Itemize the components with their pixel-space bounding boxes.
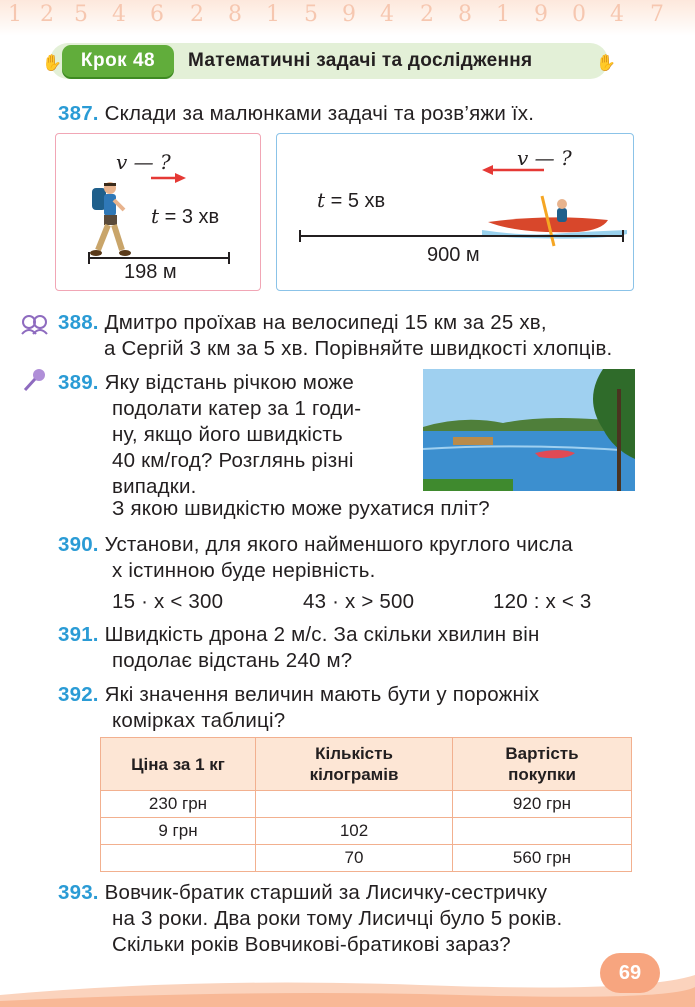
task-number: 388.: [58, 311, 99, 334]
task-number: 389.: [58, 371, 99, 394]
table-cell: [453, 818, 632, 845]
table-cell: 560 грн: [453, 845, 632, 872]
task-line: Дмитро проїхав на велосипеді 15 км за 25 хв,: [104, 311, 547, 334]
inequality-2: 43 · x > 500: [303, 590, 415, 613]
task-393: [58, 880, 633, 958]
task-number: 387.: [58, 102, 99, 125]
task-line: Які значення величин мають бути у порожніх: [104, 683, 540, 706]
table-header-row: [101, 738, 632, 791]
task-line: Швидкість дрона 2 м/с. За скільки хвилин він: [104, 623, 540, 646]
column-header: Кількість кілограмів: [256, 738, 453, 791]
table-cell: [101, 845, 256, 872]
task-390: [58, 532, 633, 584]
top-decorative-band: 1 2 5 4 6 2 8 1 5 9 4 2 8 1 9 0 4 7: [0, 0, 695, 36]
task-line: а Сергій 3 км за 5 хв. Порівняйте швидкості хлопців.: [104, 337, 613, 360]
river-photo: [423, 369, 635, 491]
table-cell: 102: [256, 818, 453, 845]
inequality-3: 120 : x < 3: [493, 590, 592, 613]
task-line: Яку відстань річкою може: [104, 371, 354, 394]
task-number: 390.: [58, 533, 99, 556]
table-row: [101, 818, 632, 845]
task-line: ну, якщо його швидкість: [112, 423, 343, 446]
task-line: 40 км/год? Розглянь різні: [112, 449, 354, 472]
task-number: 391.: [58, 623, 99, 646]
pointing-hand-icon: ✋: [596, 55, 616, 72]
footer-wave: [0, 967, 695, 1007]
distance-label: 198 м: [124, 261, 177, 283]
walker-illustration: [55, 133, 261, 291]
task-number: 392.: [58, 683, 99, 706]
arrow-left-icon: [482, 164, 544, 176]
task-line: випадки.: [112, 475, 197, 498]
table-cell: 9 грн: [101, 818, 256, 845]
microphone-icon: [22, 367, 48, 393]
task-text: Склади за малюнками задачі та розв’яжи їх.: [104, 102, 535, 125]
table-cell: 70: [256, 845, 453, 872]
column-header: Вартість покупки: [453, 738, 632, 791]
table-cell: 230 грн: [101, 791, 256, 818]
hiker-figure: [84, 180, 136, 258]
page-number: 69: [600, 953, 660, 993]
table-row: [101, 845, 632, 872]
table-cell: 920 грн: [453, 791, 632, 818]
task-391: [58, 622, 633, 674]
task-388: [58, 310, 633, 362]
kayak-illustration: [276, 133, 634, 291]
distance-line: [299, 230, 624, 242]
arrow-right-icon: [151, 172, 187, 184]
task-line: x істинною буде нерівність.: [112, 559, 376, 582]
task-line: подолати катер за 1 годи-: [112, 397, 362, 420]
task-line: Скільки років Вовчикові-братикові зараз?: [112, 933, 511, 956]
pointing-hand-icon: ✋: [42, 55, 62, 72]
lesson-title: Математичні задачі та дослідження: [188, 50, 533, 71]
speed-label: v — ?: [517, 146, 572, 170]
task-line: комірках таблиці?: [112, 709, 286, 732]
task-line: подолає відстань 240 м?: [112, 649, 353, 672]
task-389: [58, 370, 395, 500]
inequality-1: 15 · x < 300: [112, 590, 224, 613]
task-387: [58, 101, 534, 127]
speed-label: v — ?: [116, 150, 171, 174]
table-cell: [256, 791, 453, 818]
task-389-question: З якою швидкістю може рухатися пліт?: [112, 497, 490, 520]
pair-work-icon: [20, 313, 50, 335]
distance-label: 900 м: [427, 244, 480, 266]
task-line: на 3 роки. Два роки тому Лисичці було 5 років.: [112, 907, 563, 930]
step-badge: Крок 48: [62, 45, 174, 77]
table-row: [101, 791, 632, 818]
price-table: [100, 737, 632, 872]
task-line: Установи, для якого найменшого круглого числа: [104, 533, 573, 556]
task-number: 393.: [58, 881, 99, 904]
time-label: t = 5 хв: [317, 188, 386, 212]
task-line: Вовчик-братик старший за Лисичку-сестричку: [104, 881, 548, 904]
column-header: Ціна за 1 кг: [101, 738, 256, 791]
task-392: [58, 682, 633, 734]
time-label: t = 3 хв: [151, 204, 220, 228]
